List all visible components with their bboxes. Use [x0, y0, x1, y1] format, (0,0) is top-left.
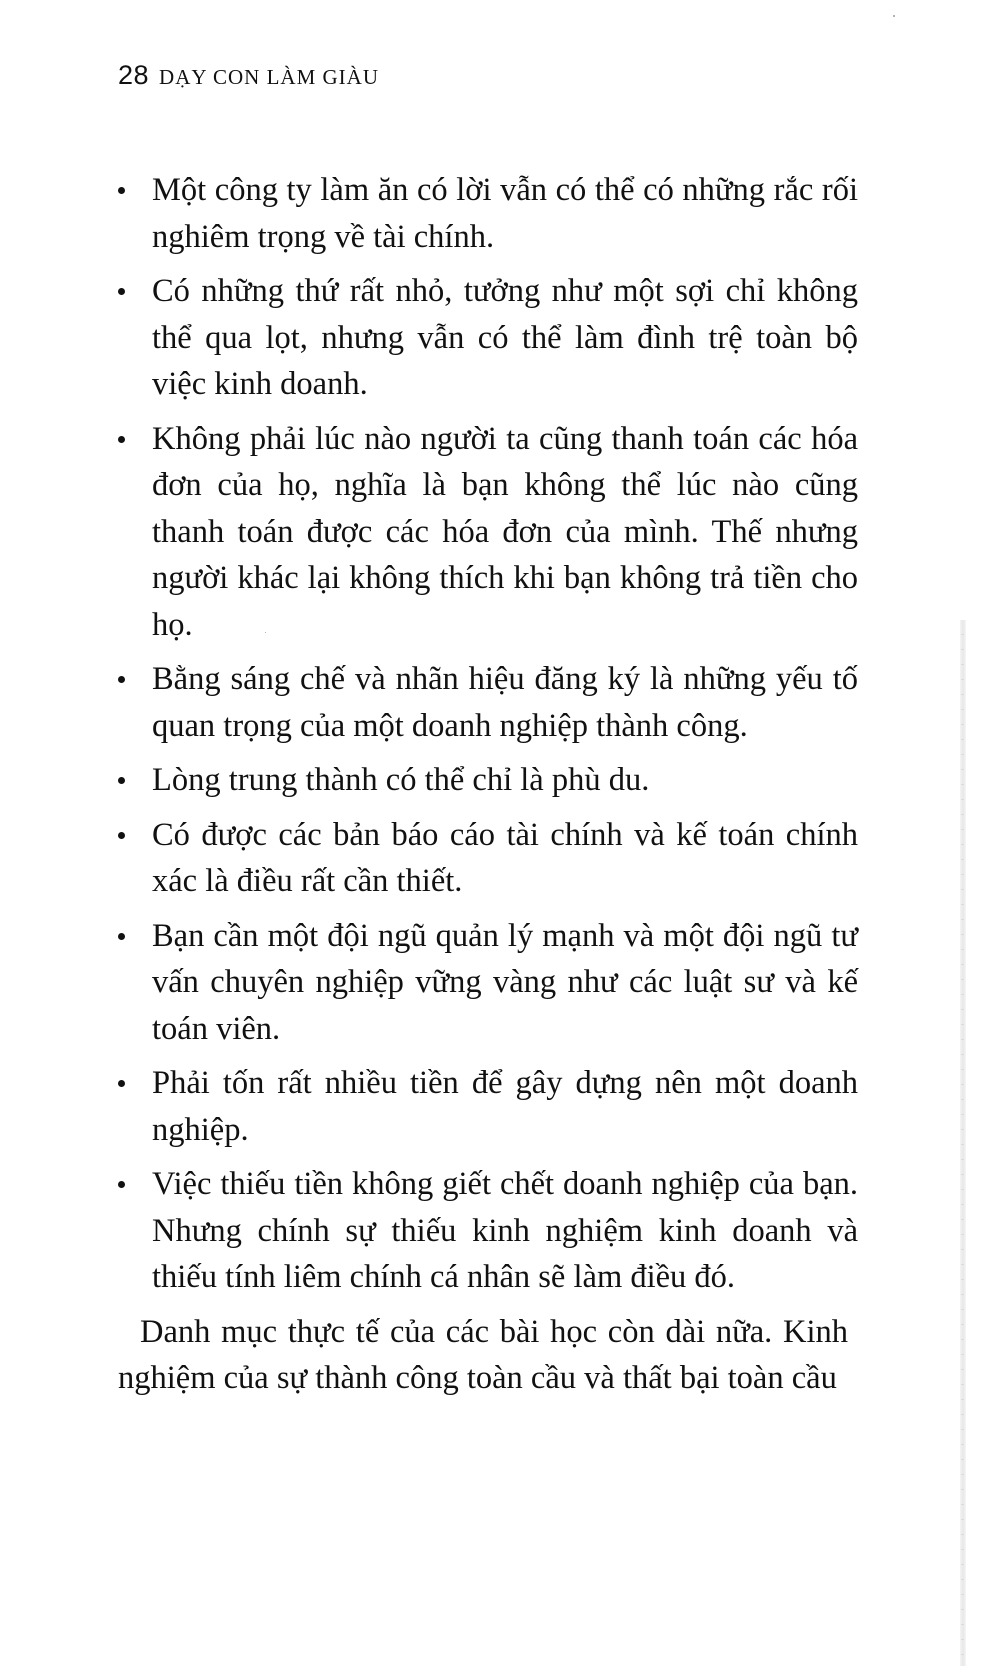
- list-item-text: Có những thứ rất nhỏ, tưởng như một sợi chỉ không thể qua lọt, nhưng vẫn có thể làm đình trệ toàn bộ việc kinh doanh.: [152, 273, 858, 402]
- bullet-dot-icon: [118, 1080, 125, 1087]
- page-body: [118, 167, 858, 1402]
- list-item: [118, 1060, 858, 1153]
- bullet-dot-icon: [118, 288, 125, 295]
- bullet-dot-icon: [118, 1181, 125, 1188]
- list-item-text: Không phải lúc nào người ta cũng thanh toán các hóa đơn của họ, nghĩa là bạn không thể lúc nào cũng thanh toán được các hóa đơn của mình. Thế nhưng người khác lại không thích khi bạn không trả tiền cho họ.: [152, 420, 858, 643]
- list-item-text: Có được các bản báo cáo tài chính và kế toán chính xác là điều rất cần thiết.: [152, 816, 858, 899]
- running-header: [118, 60, 379, 91]
- list-item-text: Việc thiếu tiền không giết chết doanh nghiệp của bạn. Nhưng chính sự thiếu kinh nghiệm kinh doanh và thiếu tính liêm chính cá nhân sẽ làm điều đó.: [152, 1166, 858, 1295]
- list-item: [118, 812, 858, 905]
- page-edge-shadow: [960, 620, 966, 1666]
- list-item-text: Phải tốn rất nhiều tiền để gây dựng nên một doanh nghiệp.: [152, 1065, 858, 1148]
- bullet-dot-icon: [118, 832, 125, 839]
- bullet-dot-icon: [118, 777, 125, 784]
- list-item: [118, 757, 858, 804]
- list-item: [118, 268, 858, 408]
- list-item-text: Lòng trung thành có thể chỉ là phù du.: [152, 762, 650, 798]
- list-item: [118, 167, 858, 260]
- closing-paragraph: Danh mục thực tế của các bài học còn dài nữa. Kinh nghiệm của sự thành công toàn cầu và thất bại toàn cầu: [118, 1313, 848, 1396]
- scan-speck: [893, 15, 895, 17]
- bullet-list: [118, 167, 858, 1301]
- bullet-dot-icon: [118, 436, 125, 443]
- list-item: [118, 1161, 858, 1301]
- running-title: DẠY CON LÀM GIÀU: [159, 65, 380, 89]
- list-item-text: Một công ty làm ăn có lời vẫn có thể có những rắc rối nghiêm trọng về tài chính.: [152, 172, 858, 255]
- page-number: 28: [118, 60, 150, 90]
- list-item: [118, 416, 858, 649]
- list-item-text: Bằng sáng chế và nhãn hiệu đăng ký là những yếu tố quan trọng của một doanh nghiệp thành công.: [152, 661, 858, 744]
- bullet-dot-icon: [118, 676, 125, 683]
- list-item: [118, 656, 858, 749]
- bullet-dot-icon: [118, 187, 125, 194]
- list-item: [118, 913, 858, 1053]
- list-item-text: Bạn cần một đội ngũ quản lý mạnh và một đội ngũ tư vấn chuyên nghiệp vững vàng như các luật sư và kế toán viên.: [152, 917, 858, 1047]
- bullet-dot-icon: [118, 933, 125, 940]
